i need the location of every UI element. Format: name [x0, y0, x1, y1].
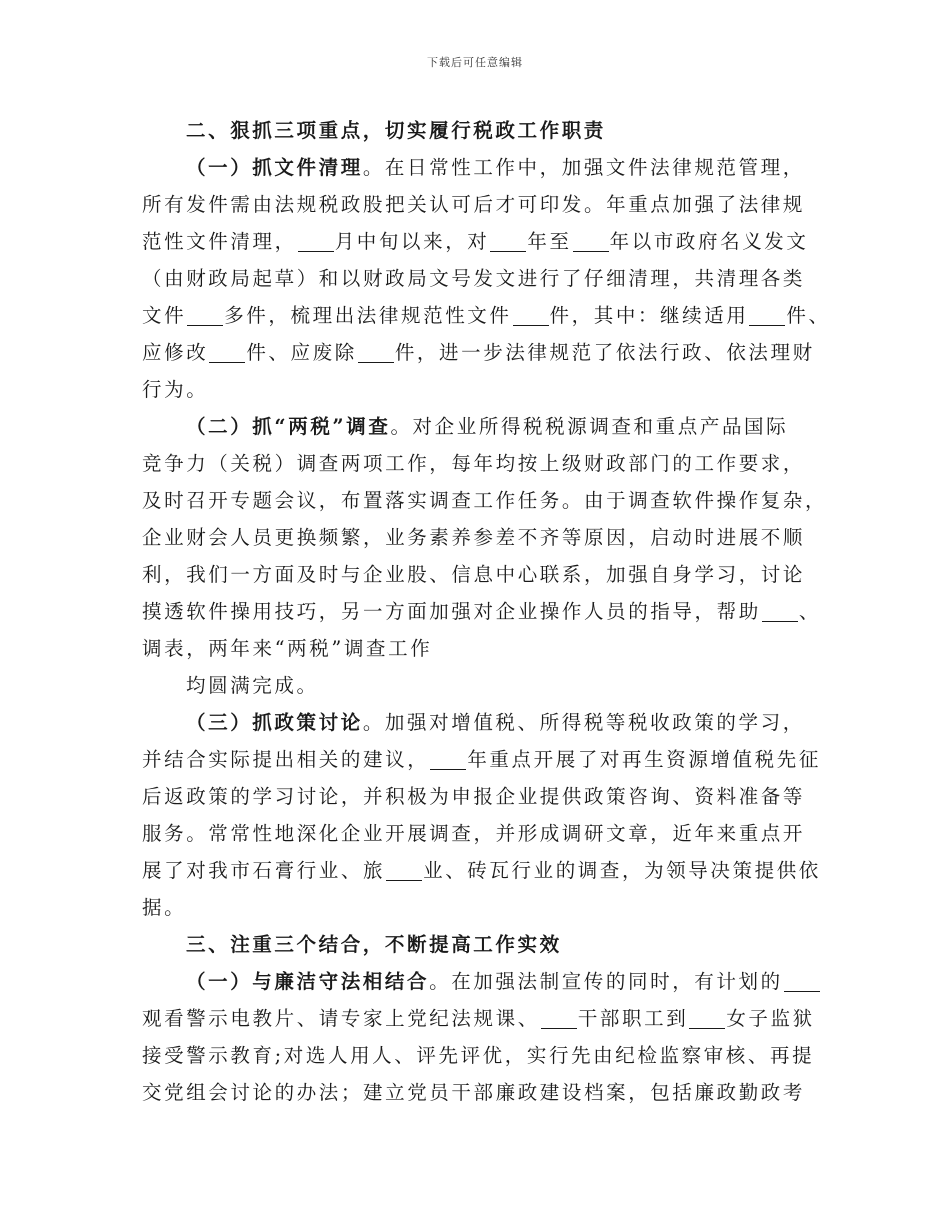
body-text: 应修改 件、应废除 件，进一步法律规范了依法行政、依法理财: [142, 341, 815, 364]
blank-underline: [513, 303, 549, 326]
body-text: 服务。常常性地深化企业开展调查，并形成调研文章，近年来重点开: [142, 822, 806, 845]
bold-heading: （一）抓文件清理: [186, 156, 363, 179]
blank-underline: [689, 1006, 725, 1029]
body-text: 及时召开专题会议，布置落实调查工作任务。由于调查软件操作复杂，: [142, 489, 828, 512]
body-text: 范性文件清理， 月中旬以来，对 年至 年以市政府名义发文: [142, 230, 809, 253]
blank-underline: [573, 229, 609, 252]
text-line: [142, 741, 822, 778]
body-text: 。在加强法制宣传的同时，有计划的: [429, 970, 821, 993]
body-text: 并结合实际提出相关的建议， 年重点开展了对再生资源增值税先征: [142, 748, 821, 771]
text-line: [142, 297, 831, 334]
body-text: 利，我们一方面及时与企业股、信息中心联系，加强自身学习，讨论: [142, 563, 806, 586]
body-text: 观看警示电教片、请专家上党纪法规课、 干部职工到 女子监狱: [142, 1007, 815, 1030]
body-text: 。在日常性工作中，加强文件法律规范管理，: [362, 156, 805, 179]
bold-heading: （一）与廉洁守法相结合: [186, 970, 430, 993]
text-line: [142, 630, 822, 667]
text-line: [142, 112, 822, 149]
text-line: [142, 667, 822, 704]
body-text: 所有发件需由法规税政股把关认可后才可印发。年重点加强了法律规: [142, 193, 806, 216]
body-text: 调表，两年来“两税”调查工作: [142, 637, 433, 660]
text-line: [142, 482, 828, 519]
blank-underline: [430, 747, 466, 770]
body-text: 。加强对增值税、所得税等税收政策的学习，: [362, 711, 805, 734]
blank-underline: [209, 340, 245, 363]
text-line: [142, 593, 822, 630]
text-line: [142, 334, 822, 371]
document-body: [142, 112, 831, 1111]
text-line: [142, 778, 822, 815]
body-text: 展了对我市石膏行业、旅 业、砖瓦行业的调查，为领导决策提供依: [142, 859, 821, 882]
blank-underline: [187, 303, 223, 326]
body-text: （由财政局起草）和以财政局文号发文进行了仔细清理，共清理各类: [142, 267, 806, 290]
bold-heading: 二、狠抓三项重点，切实履行税政工作职责: [186, 119, 606, 142]
body-text: 均圆满完成。: [186, 674, 319, 697]
text-line: [142, 1074, 822, 1111]
blank-underline: [784, 969, 820, 992]
body-text: 摸透软件操用技巧，另一方面加强对企业操作人员的指导，帮助 、: [142, 600, 821, 623]
text-line: [142, 149, 822, 186]
blank-underline: [386, 858, 422, 881]
text-line: [142, 186, 822, 223]
text-line: [142, 852, 822, 889]
text-line: [142, 445, 822, 482]
text-line: [142, 889, 822, 926]
text-line: [142, 1037, 822, 1074]
text-line: [142, 556, 822, 593]
blank-underline: [358, 340, 394, 363]
text-line: [142, 1000, 822, 1037]
blank-underline: [298, 229, 334, 252]
body-text: 竞争力（关税）调查两项工作，每年均按上级财政部门的工作要求，: [142, 452, 806, 475]
text-line: [142, 371, 822, 408]
body-text: 。对企业所得税税源调查和重点产品国际: [390, 415, 789, 438]
bold-heading: （三）抓政策讨论: [186, 711, 363, 734]
text-line: [142, 963, 822, 1000]
body-text: 据。: [142, 896, 187, 919]
blank-underline: [490, 229, 526, 252]
text-line: [142, 519, 822, 556]
page-header-note: 下载后可任意编辑: [427, 56, 523, 69]
bold-heading: 三、注重三个结合，不断提高工作实效: [186, 933, 562, 956]
text-line: [142, 926, 822, 963]
body-text: 文件 多件，梳理出法律规范性文件 件，其中：继续适用 件、: [142, 304, 831, 327]
body-text: 交党组会讨论的办法；建立党员干部廉政建设档案，包括廉政勤政考: [142, 1081, 806, 1104]
bold-heading: （二）抓“两税”调查: [186, 415, 391, 438]
body-text: 企业财会人员更换频繁，业务素养参差不齐等原因，启动时进展不顺: [142, 526, 806, 549]
body-text: 接受警示教育;对选人用人、评先评优，实行先由纪检监察审核、再提: [142, 1044, 815, 1067]
text-line: [142, 260, 822, 297]
body-text: 后返政策的学习讨论，并积极为申报企业提供政策咨询、资料准备等: [142, 785, 806, 808]
body-text: 行为。: [142, 378, 209, 401]
text-line: [142, 223, 822, 260]
blank-underline: [749, 303, 785, 326]
text-line: [142, 704, 822, 741]
blank-underline: [541, 1006, 577, 1029]
text-line: [142, 815, 822, 852]
blank-underline: [762, 599, 798, 622]
text-line: [142, 408, 822, 445]
